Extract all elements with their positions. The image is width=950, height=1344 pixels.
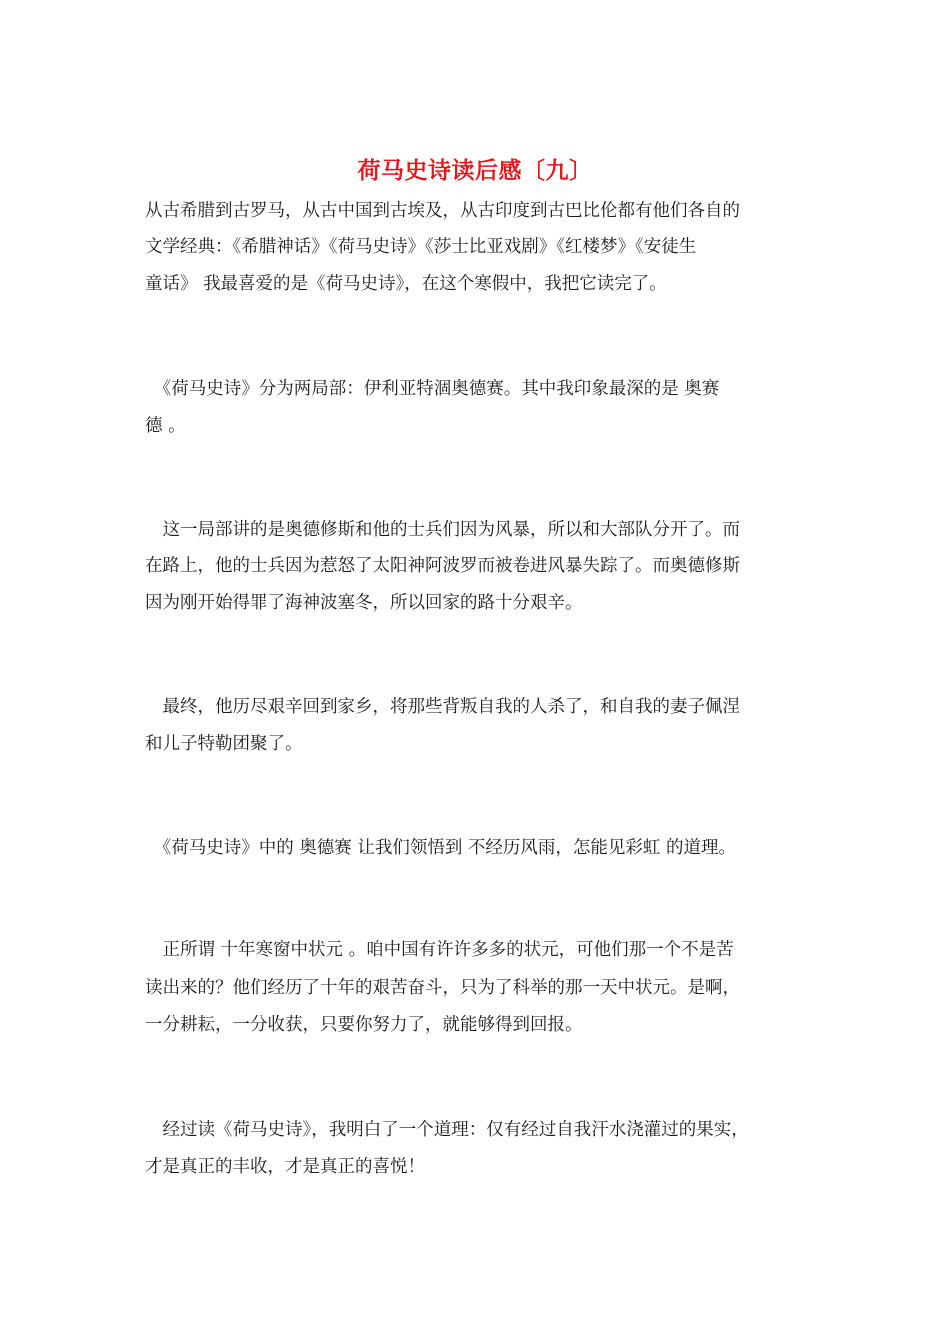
text-line: 童话》 我最喜爱的是《荷马史诗》，在这个寒假中，我把它读完了。: [145, 274, 667, 294]
text-line: 最终，他历尽艰辛回到家乡，将那些背叛自我的人杀了，和自我的妻子佩涅: [145, 697, 740, 717]
text-line: 才是真正的丰收，才是真正的喜悦！: [145, 1157, 425, 1177]
text-line: 读出来的？他们经历了十年的艰苦奋斗，只为了科举的那一天中状元。是啊，: [145, 978, 740, 998]
text-line: 德 。: [145, 416, 186, 436]
text-line: 《荷马史诗》中的 奥德赛 让我们领悟到 不经历风雨，怎能见彩虹 的道理。: [145, 838, 736, 858]
text-line: 这一局部讲的是奥德修斯和他的士兵们因为风暴，所以和大部队分开了。而: [145, 520, 740, 540]
document-title: 荷马史诗读后感〔九〕: [357, 157, 593, 184]
text-line: 从古希腊到古罗马，从古中国到古埃及，从古印度到古巴比伦都有他们各自的: [145, 201, 740, 221]
text-line: 《荷马史诗》分为两局部：伊利亚特涸奥德赛。其中我印象最深的是 奥赛: [145, 379, 720, 399]
text-line: 正所谓 十年寒窗中状元 。咱中国有许许多多的状元，可他们那一个不是苦: [145, 940, 734, 960]
text-line: 文学经典：《希腊神话》《荷马史诗》《莎士比亚戏剧》《红楼梦》《安徒生: [145, 237, 697, 257]
text-line: 因为刚开始得罪了海神波塞冬，所以回家的路十分艰辛。: [145, 593, 583, 613]
text-line: 和儿子特勒团聚了。: [145, 734, 303, 754]
text-line: 经过读《荷马史诗》，我明白了一个道理：仅有经过自我汗水浇灌过的果实，: [145, 1120, 749, 1140]
text-line: 在路上，他的士兵因为惹怒了太阳神阿波罗而被卷进风暴失踪了。而奥德修斯: [145, 556, 740, 576]
text-line: 一分耕耘，一分收获，只要你努力了，就能够得到回报。: [145, 1015, 583, 1035]
